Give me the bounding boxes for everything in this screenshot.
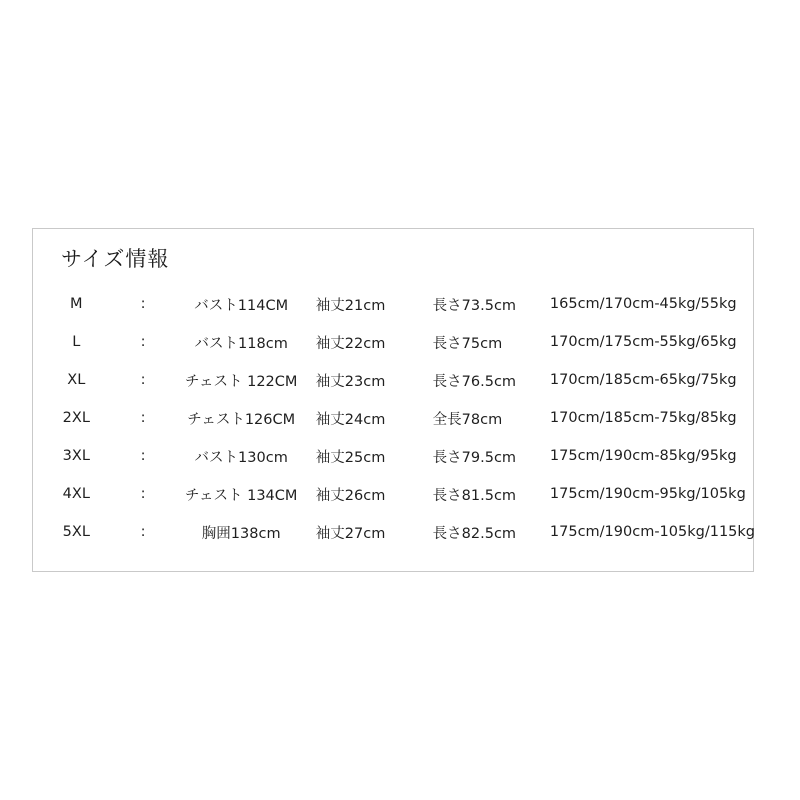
size-table [33, 285, 755, 551]
cell-sleeve: 袖丈22cm [315, 335, 386, 352]
cell-length: 長さ76.5cm [432, 373, 517, 390]
cell-sleeve: 袖丈23cm [315, 373, 386, 390]
cell-colon: : [140, 334, 146, 350]
cell-length: 長さ75cm [432, 335, 503, 352]
cell-length: 長さ81.5cm [432, 487, 517, 504]
cell-bust: チェスト126CM [187, 411, 296, 428]
cell-fit: 175cm/190cm-95kg/105kg [549, 486, 746, 502]
cell-size: 5XL [62, 524, 90, 540]
cell-length: 長さ82.5cm [432, 525, 517, 542]
cell-length: 長さ79.5cm [432, 449, 517, 466]
cell-size: 4XL [62, 486, 90, 502]
cell-length: 長さ73.5cm [432, 297, 517, 314]
cell-bust: チェスト 134CM [184, 487, 298, 504]
cell-size: 2XL [62, 410, 90, 426]
cell-sleeve: 袖丈25cm [315, 449, 386, 466]
table-row [33, 399, 755, 437]
panel-title: サイズ情報 [61, 247, 170, 271]
cell-sleeve: 袖丈26cm [315, 487, 386, 504]
table-row [33, 475, 755, 513]
cell-fit: 170cm/185cm-65kg/75kg [549, 372, 737, 388]
table-row [33, 513, 755, 551]
size-table-body [33, 285, 755, 551]
cell-fit: 165cm/170cm-45kg/55kg [549, 296, 737, 312]
table-row [33, 361, 755, 399]
cell-bust: バスト118cm [194, 335, 288, 352]
cell-bust: バスト114CM [194, 297, 289, 314]
table-row [33, 323, 755, 361]
cell-sleeve: 袖丈24cm [315, 411, 386, 428]
cell-colon: : [140, 372, 146, 388]
cell-size: M [70, 296, 83, 312]
cell-size: 3XL [62, 448, 90, 464]
table-row [33, 437, 755, 475]
cell-fit: 175cm/190cm-85kg/95kg [549, 448, 737, 464]
cell-length: 全長78cm [432, 411, 503, 428]
cell-bust: チェスト 122CM [184, 373, 298, 390]
cell-size: XL [67, 372, 86, 388]
cell-colon: : [140, 296, 146, 312]
cell-size: L [72, 334, 81, 350]
cell-colon: : [140, 448, 146, 464]
cell-bust: バスト130cm [194, 449, 288, 466]
cell-colon: : [140, 410, 146, 426]
cell-bust: 胸囲138cm [201, 525, 281, 542]
cell-fit: 175cm/190cm-105kg/115kg [549, 524, 755, 540]
cell-colon: : [140, 486, 146, 502]
cell-colon: : [140, 524, 146, 540]
cell-sleeve: 袖丈21cm [315, 297, 386, 314]
cell-fit: 170cm/175cm-55kg/65kg [549, 334, 737, 350]
cell-sleeve: 袖丈27cm [315, 525, 386, 542]
table-row [33, 285, 755, 323]
size-information-panel [32, 228, 754, 572]
cell-fit: 170cm/185cm-75kg/85kg [549, 410, 737, 426]
